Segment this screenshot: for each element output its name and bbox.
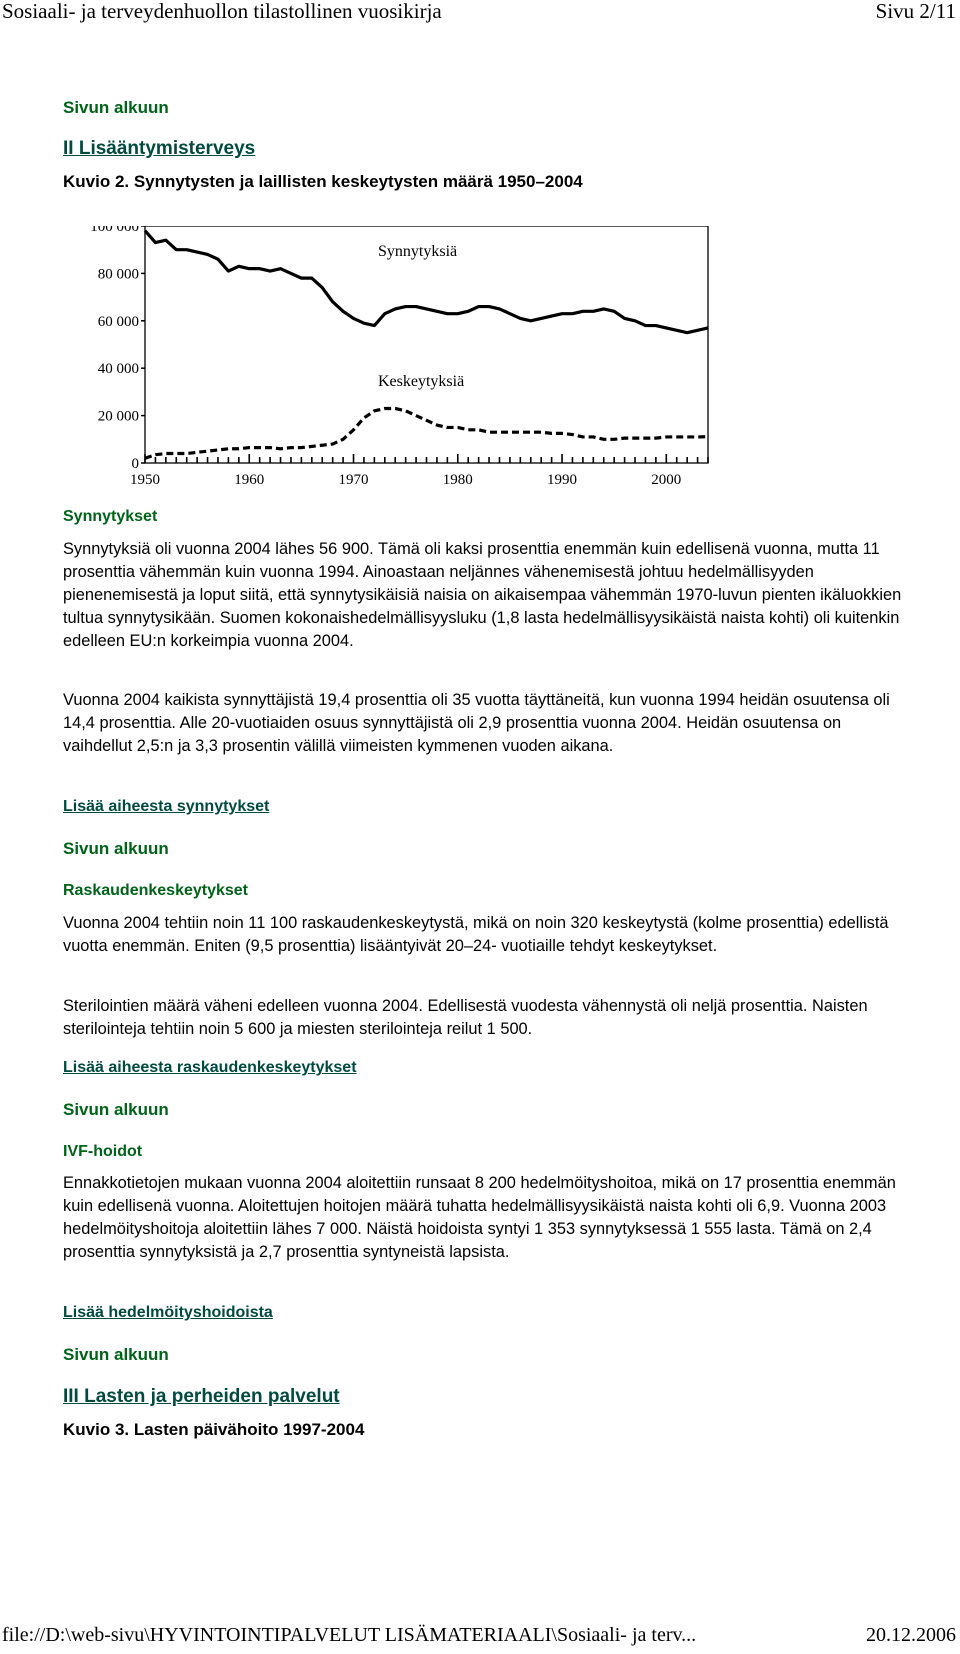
chart-series [145, 231, 708, 459]
x-tick-label: 2000 [651, 472, 682, 488]
y-tick-label: 60 000 [97, 313, 139, 330]
back-to-top-link[interactable]: Sivun alkuun [63, 1100, 169, 1119]
series-line-abortions [145, 408, 708, 458]
y-tick-label: 40 000 [97, 361, 139, 378]
back-to-top-link[interactable]: Sivun alkuun [63, 98, 169, 117]
back-to-top-link[interactable]: Sivun alkuun [63, 1345, 169, 1364]
y-tick-label: 80 000 [97, 266, 139, 283]
figure-3-caption: Kuvio 3. Lasten päivähoito 1997-2004 [63, 1420, 365, 1439]
plot-frame [145, 226, 708, 463]
ivf-heading: IVF-hoidot [63, 1143, 143, 1160]
file-path: file://D:\web-sivu\HYVINTOINTIPALVELUT LISÄMATERIAALI\Sosiaali- ja terv... [2, 1624, 697, 1646]
abortions-heading: Raskaudenkeskeytykset [63, 882, 249, 899]
section-3-heading-link[interactable]: III Lasten ja perheiden palvelut [63, 1386, 340, 1407]
more-about-births-link[interactable]: Lisää aiheesta synnytykset [63, 798, 270, 815]
section-2-heading-link[interactable]: II Lisääntymisterveys [63, 138, 256, 159]
x-tick-label: 1970 [338, 472, 369, 488]
y-tick-label: 0 [131, 456, 139, 472]
figure-2-caption: Kuvio 2. Synnytysten ja laillisten keskeytysten määrä 1950–2004 [63, 172, 583, 191]
back-to-top-link[interactable]: Sivun alkuun [63, 839, 169, 858]
more-about-abortions-link[interactable]: Lisää aiheesta raskaudenkeskeytykset [63, 1059, 357, 1076]
x-axis [130, 454, 708, 488]
ivf-paragraph-1: Ennakkotietojen mukaan vuonna 2004 aloitettiin runsaat 8 200 hedelmöityshoitoa, mikä on 17 prosenttia enemmän kuin edellisenä vuonna. Aloitettujen hoitojen määrä tuhatta hedelmällisyysikäistä naista kohti oli 6,9. Vuonna 2003 hedelmöityshoitoja aloitettiin lähes 7 000. Näistä hoidoista syntyi 1 353 synnytyksessä 1 555 lasta. Tämä on 2,4 prosenttia synnytyksistä ja 2,7 prosenttia syntyneistä lapsista. [63, 1174, 896, 1261]
abortions-paragraph-1: Vuonna 2004 tehtiin noin 11 100 raskaudenkeskeytystä, mikä on noin 320 keskeytystä (kolme prosenttia) edellistä vuotta enemmän. Eniten (9,5 prosenttia) lisääntyivät 20–24- vuotiaille tehdyt keskeytykset. [63, 914, 889, 955]
x-tick-label: 1950 [130, 472, 160, 488]
more-about-ivf-link[interactable]: Lisää hedelmöityshoidoista [63, 1304, 273, 1321]
x-tick-label: 1990 [547, 472, 578, 488]
page-number: Sivu 2/11 [875, 0, 956, 23]
births-heading: Synnytykset [63, 508, 158, 525]
series-label-births: Synnytyksiä [378, 243, 458, 260]
y-tick-label: 20 000 [97, 408, 139, 425]
print-header [0, 0, 960, 26]
chart-svg [60, 226, 750, 526]
print-footer [0, 1620, 960, 1650]
x-tick-label: 1960 [234, 472, 265, 488]
births-paragraph-1: Synnytyksiä oli vuonna 2004 lähes 56 900. Tämä oli kaksi prosenttia enemmän kuin edellisenä vuonna, mutta 11 prosenttia vähemmän kuin vuonna 1994. Ainoastaan neljännes vähenemisestä johtuu hedelmällisyyden pienenemisestä ja loput siitä, että synnytysikäisiä naisia on aikaisempaa vähemmän 1970-luvun pienten ikäluokkien tultua synnytysikään. Suomen kokonaishedelmällisyysluku (1,8 lasta hedelmällisyysikäistä naista kohti) oli kuitenkin edelleen EU:n korkeimpia vuonna 2004. [63, 540, 902, 650]
births-paragraph-2: Vuonna 2004 kaikista synnyttäjistä 19,4 prosenttia oli 35 vuotta täyttäneitä, kun vuonna 1994 heidän osuutensa oli 14,4 prosenttia. Alle 20-vuotiaiden osuus synnyttäjistä oli 2,9 prosenttia vuonna 2004. Heidän osuutensa on vaihdellut 2,5:n ja 3,3 prosentin välillä viimeisten kymmenen vuoden aikana. [63, 691, 890, 755]
y-axis [90, 226, 708, 472]
x-tick-label: 1980 [442, 472, 473, 488]
series-label-abortions: Keskeytyksiä [378, 373, 465, 390]
y-tick-label: 100 000 [90, 226, 139, 235]
document-title: Sosiaali- ja terveydenhuollon tilastollinen vuosikirja [2, 0, 442, 23]
abortions-paragraph-2: Sterilointien määrä väheni edelleen vuonna 2004. Edellisestä vuodesta vähennystä oli neljä prosenttia. Naisten sterilointeja tehtiin noin 5 600 ja miesten sterilointeja reilut 1 500. [63, 997, 868, 1038]
births-abortions-chart [60, 226, 750, 526]
print-date: 20.12.2006 [866, 1624, 956, 1646]
